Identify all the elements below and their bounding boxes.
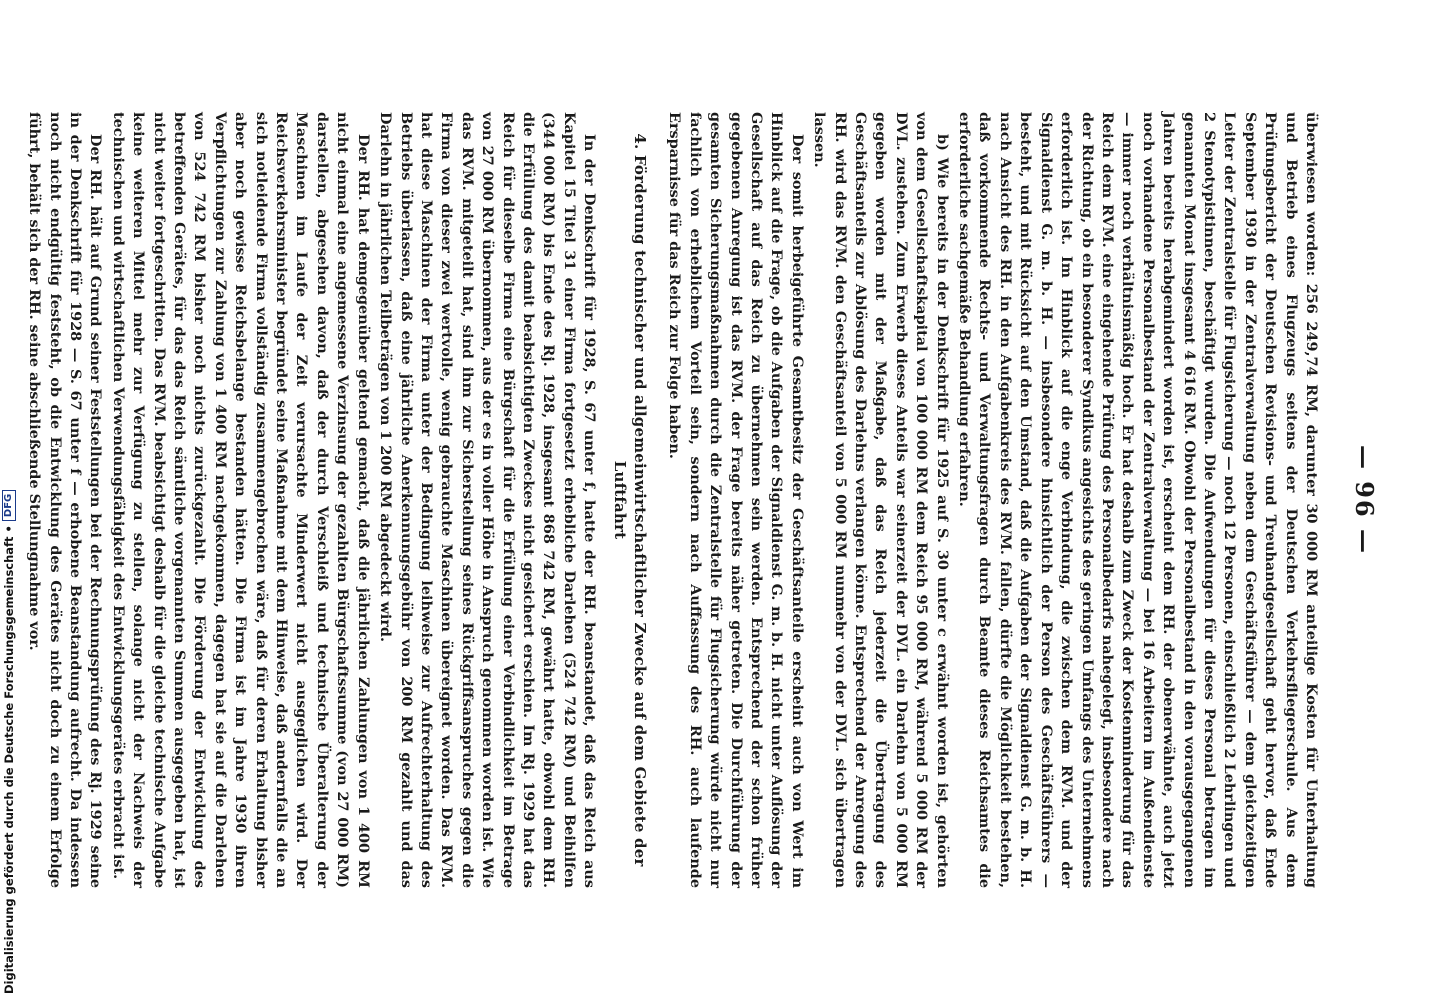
paragraph: b) Wie bereits in der Denkschrift für 1925 auf S. 30 unter c erwähnt worden ist, gehörten von dem Gesellschaftskapital von 100 000 RM dem Reich 95 000 RM, während 5 000 RM der DVL. zustehen. Zum Erwerb dieses Anteils war seinerzeit der DVL. ein Darlehn von 5 000 RM gegeben worden mit der Maßgabe, daß das Reich jederzeit die Übertragung des Geschäftsanteils zur Ablösung des Darlehns verlangen könne. Entsprechend der Anregung des RH. wird das RVM. den Geschäftsanteil von 5 000 RM nunmehr von der DVL. sich übertragen lassen. — [811, 112, 951, 888]
credit-text: Digitalisierung gefördert durch die Deutsche Forschungsgemeinschaft • — [2, 525, 16, 994]
digitization-credit — [0, 0, 18, 1000]
paragraph: In der Denkschrift für 1928, S. 67 unter f, hatte der RH. beanstandet, daß das Reich aus Kapitel 15 Titel 31 einer Firma fortgesetzt erhebliche Darlehen (524 742 RM) und Beihilfen (344 000 RM) bis Ende des Rj. 1928, insgesamt 868 742 RM, gewährt hatte, obwohl dem RH. die Erfüllung des damit beabsichtigten Zweckes nicht gesichert erschien. Im Rj. 1929 hat das Reich für dieselbe Firma eine Bürgschaft für die Erfüllung einer Verbindlichkeit im Betrage von 27 000 RM übernommen, aus der es in voller Höhe in Anspruch genommen worden ist. Wie das RVM. mitgeteilt hat, sind ihm zur Sicherstellung seines Rückgriffsanspruches gegen die Firma von dieser zwei wertvolle, wenig gebrauchte Maschinen übereignet worden. Das RVM. hat diese Maschinen der Firma unter der Bedingung leihweise zur Aufrechterhaltung des Betriebs überlassen, daß eine jährliche Anerkennungsgebühr von 200 RM gezahlt und das Darlehn in jährlichen Teilbeträgen von 1 200 RM abgedeckt wird. — [377, 112, 599, 888]
section-heading: 4. Förderung technischer und allgemeinwirtschaftlicher Zwecke auf dem Gebiete der Luftfahrt — [610, 133, 649, 867]
page-number: — 96 — — [1350, 444, 1379, 556]
text-column — [24, 112, 1321, 888]
paragraph: Der RH. hat demgegenüber geltend gemacht, daß die jährlichen Zahlungen von 1 400 RM nicht einmal eine angemessene Verzinsung der gezahlten Bürgschaftssumme (von 27 000 RM) darstellen, abgesehen davon, daß der durch Verschleiß und technische Überalterung der Maschinen im Laufe der Zeit verursachte Minderwert nicht ausgeglichen wird. Der Reichsverkehrsminister begründet seine Maßnahme mit dem Hinweise, daß andernfalls die an sich notleidende Firma vollständig zusammengebrochen wäre, daß für deren Erhaltung bisher aber noch gewisse Reichsbelange bestanden hätten. Die Firma ist im Jahre 1930 ihren Verpflichtungen zur Zahlung von 1 400 RM nachgekommen, dagegen hat sie auf die Darlehen von 524 742 RM bisher noch nichts zurückgezahlt. Die Förderung der Entwicklung des betreffenden Gerätes, für das das Reich sämtliche vorgenannten Summen ausgegeben hat, ist nicht weiter fortgeschritten. Das RVM. beabsichtigt deshalb für die gleiche technische Aufgabe keine weiteren Mittel mehr zur Verfügung zu stellen, solange nicht der Nachweis der technischen und wirtschaftlichen Verwendungsfähigkeit des Entwicklungsgerätes erbracht ist. — [109, 112, 372, 888]
paragraph: überwiesen worden: 256 249,74 RM, darunter 30 000 RM anteilige Kosten für Unterhaltung und Betrieb eines Flugzeugs seitens der Deutschen Verkehrsfliegerschule. Aus dem Prüfungsbericht der Deutschen Revisions- und Treuhandgesellschaft geht hervor, daß Ende September 1930 in der Zentralverwaltung neben dem Geschäftsführer — dem gleichzeitigen Leiter der Zentralstelle für Flugsicherung — noch 12 Personen, einschließlich 2 Lehrlingen und 2 Stenotypistinnen, beschäftigt wurden. Die Aufwendungen für dieses Personal betragen im genannten Monat insgesamt 4 616 RM. Obwohl der Personalbestand in den vorausgegangenen Jahren bereits herabgemindert worden ist, erscheint dem RH. der obenerwähnte, auch jetzt noch vorhandene Personalbestand der Zentralverwaltung — bei 16 Arbeitern im Außendienste — immer noch verhältnismäßig hoch. Er hat deshalb zum Zweck der Kostenminderung für das Reich dem RVM. eine eingehende Prüfung des Personalbedarfs nahegelegt, insbesondere nach der Richtung, ob ein besonderer Syndikus angesichts des geringen Umfangs des Unternehmens erforderlich ist. Im Hinblick auf die enge Verbindung, die zwischen dem RVM. und der Signaldienst G. m. b. H. — insbesondere hinsichtlich der Person des Geschäftsführers — besteht, und mit Rücksicht auf den Umstand, daß die Aufgaben der Signaldienst G. m. b. H. nach Ansicht des RH. in den Aufgabenkreis des RVM. fallen, dürfte die Möglichkeit bestehen, daß vorkommende Rechts- und Verwaltungsfragen durch Beamte dieses Reichsamtes die erforderliche sachgemäße Behandlung erfahren. — [956, 112, 1320, 888]
paragraph: Der somit herbeigeführte Gesamtbesitz der Geschäftsanteile erscheint auch von Wert im Hinblick auf die Frage, ob die Aufgaben der Signaldienst G. m. b. H. nicht unter Auflösung der Gesellschaft auf das Reich zu übernehmen sein werden. Entsprechend der schon früher gegebenen Anregung ist das RVM. der Frage bereits näher getreten. Die Durchführung der gesamten Sicherungsmaßnahmen durch die Zentralstelle für Flugsicherung würde nicht nur fachlich von erheblichem Vorteil sein, sondern nach Auffassung des RH. auch laufende Ersparnisse für das Reich zur Folge haben. — [666, 112, 806, 888]
paragraph: Der RH. hält auf Grund seiner Feststellungen bei der Rechnungsprüfung des Rj. 1929 seine in der Denkschrift für 1928 — S. 67 unter f — erhobene Beanstandung aufrecht. Da indessen noch nicht endgültig feststeht, ob die Entwicklung des Gerätes nicht doch zu einem Erfolge führt, behält sich der RH. seine abschließende Stellungnahme vor. — [26, 112, 105, 888]
dfg-logo: DFG — [2, 490, 16, 521]
